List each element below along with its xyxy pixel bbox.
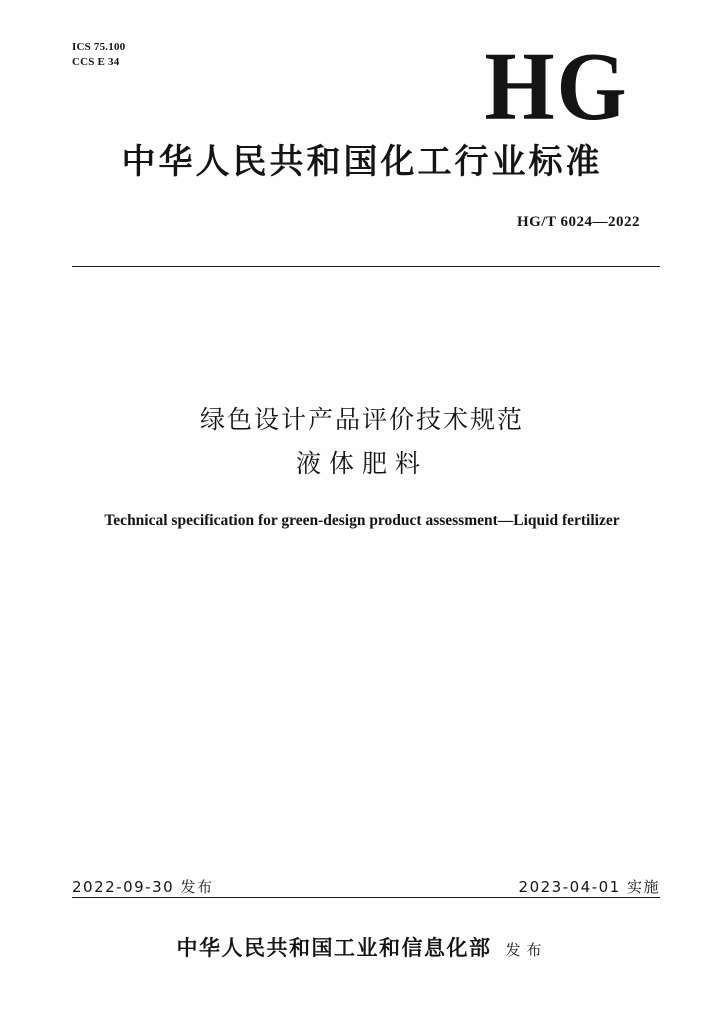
implementation-date: 2023-04-01 实施 [518,878,660,896]
hg-logo: HG [484,33,628,141]
issuer-action: 发布 [505,941,548,959]
standard-type-title: 中华人民共和国化工行业标准 [121,142,603,182]
issue-date: 2022-09-30 发布 [72,878,214,896]
standard-number: HG/T 6024—2022 [517,214,640,230]
ics-code: ICS 75.100 [72,41,126,53]
document-title-english: Technical specification for green-design product assessment—Liquid fertilizer [104,512,620,529]
issuing-authority [0,932,724,962]
issuer-name: 中华人民共和国工业和信息化部 [176,936,492,960]
top-divider [72,266,660,267]
bottom-divider [72,897,660,898]
ccs-code: CCS E 34 [72,56,120,68]
document-title-chinese: 绿色设计产品评价技术规范 [199,405,524,434]
classification-codes [72,40,125,70]
document-subtitle-chinese: 液体肥料 [295,449,428,478]
